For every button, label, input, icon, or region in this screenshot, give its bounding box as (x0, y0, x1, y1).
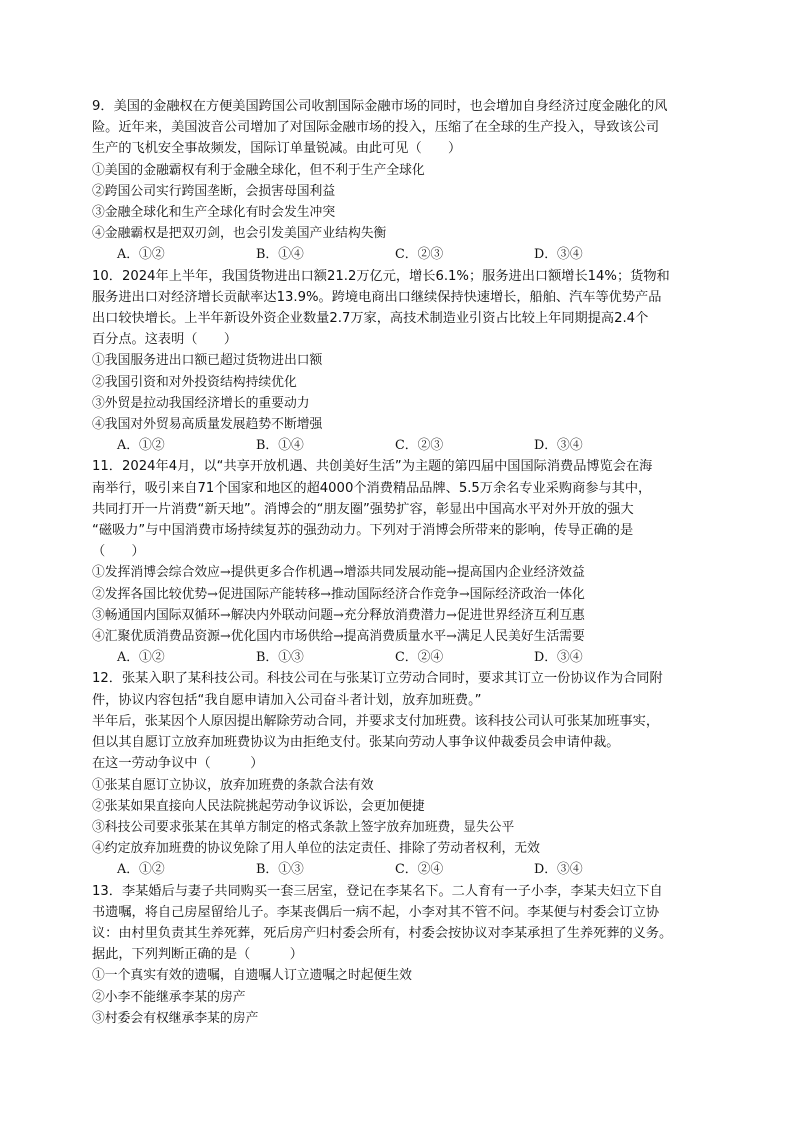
choice-d[interactable]: D．③④ (534, 438, 583, 454)
question-stem-line: “磁吸力”与中国消费市场持续复苏的强劲动力。下列对于消博会所带来的影响，传导正确的是 (92, 523, 634, 539)
question-stem-line: 据此，下列判断正确的是（ ） (92, 947, 303, 963)
choice-d[interactable]: D．③④ (534, 862, 583, 878)
question-stem-line: 书遗嘱，将自己房屋留给儿子。李某丧偶后一病不起，小李对其不管不问。李某便与村委会订立协 (92, 904, 660, 920)
statement-4: ④金融霸权是把双刃剑，也会引发美国产业结构失衡 (92, 226, 387, 242)
question-10 (92, 266, 712, 457)
question-stem-line: 12．张某入职了某科技公司。科技公司在与张某订立劳动合同时，要求其订立一份协议作为合同附 (92, 671, 663, 687)
statement-4: ④我国对外贸易高质量发展趋势不断增强 (92, 417, 323, 433)
statement-3: ③金融全球化和生产全球化有时会发生冲突 (92, 205, 336, 221)
statement-4: ④约定放弃加班费的协议免除了用人单位的法定责任、排除了劳动者权利，无效 (92, 841, 540, 857)
question-stem-line: 服务进出口对经济增长贡献率达13.9%。跨境电商出口继续保持快速增长，船舶、汽车等优势产品 (92, 289, 662, 305)
choice-d[interactable]: D．③④ (534, 650, 583, 666)
choice-c[interactable]: C．②④ (395, 862, 444, 878)
statement-2: ②小李不能继承李某的房产 (92, 989, 246, 1005)
question-stem-line: 百分点。这表明（ ） (92, 332, 238, 348)
question-stem-line: 11．2024年4月，以“共享开放机遇、共创美好生活”为主题的第四届中国国际消费品博览会在海 (92, 459, 653, 475)
question-stem-line: （ ） (92, 544, 145, 560)
choice-a[interactable]: A．①② (117, 438, 165, 454)
question-11 (92, 456, 712, 668)
statement-1: ①我国服务进出口额已超过货物进出口额 (92, 353, 323, 369)
question-stem-line: 件，协议内容包括“我自愿申请加入公司奋斗者计划，放弃加班费。” (92, 692, 482, 708)
question-13 (92, 881, 712, 1029)
question-stem-line: 议：由村里负责其生养死葬，死后房产归村委会所有，村委会按协议对李某承担了生养死葬的义务。 (92, 925, 673, 941)
choice-b[interactable]: B．①③ (256, 650, 304, 666)
choice-a[interactable]: A．①② (117, 247, 165, 263)
statement-3: ③畅通国内国际双循环→解决内外联动问题→充分释放消费潜力→促进世界经济互利互惠 (92, 607, 585, 623)
choice-c[interactable]: C．②④ (395, 650, 444, 666)
question-stem-line: 南举行，吸引来自71个国家和地区的超4000个消费精品品牌、5.5万余名专业采购商参与其中， (92, 480, 652, 496)
choice-d[interactable]: D．③④ (534, 247, 583, 263)
question-stem-line: 在这一劳动争议中（ ） (92, 756, 264, 772)
statement-2: ②跨国公司实行跨国垄断，会损害母国利益 (92, 183, 336, 199)
statement-2: ②发挥各国比较优势→促进国际产能转移→推动国际经济合作竞争→国际经济政治一体化 (92, 586, 585, 602)
question-9 (92, 96, 712, 266)
choice-b[interactable]: B．①④ (256, 438, 304, 454)
choice-b[interactable]: B．①③ (256, 862, 304, 878)
question-stem-line: 半年后，张某因个人原因提出解除劳动合同，并要求支付加班费。该科技公司认可张某加班事实， (92, 713, 660, 729)
question-stem-line: 险。近年来，美国波音公司增加了对国际金融市场的投入，压缩了在全球的生产投入，导致该公司 (92, 120, 660, 136)
question-stem-line: 生产的飞机安全事故频发，国际订单量锐减。由此可见（ ） (92, 141, 462, 157)
statement-1: ①一个真实有效的遗嘱，自遗嘱人订立遗嘱之时起便生效 (92, 968, 412, 984)
statement-3: ③外贸是拉动我国经济增长的重要动力 (92, 395, 310, 411)
statement-1: ①美国的金融霸权有利于金融全球化，但不利于生产全球化 (92, 162, 425, 178)
question-stem-line: 但以其自愿订立放弃加班费协议为由拒绝支付。张某向劳动人事争议仲裁委员会申请仲裁。 (92, 735, 620, 751)
statement-2: ②我国引资和对外投资结构持续优化 (92, 374, 297, 390)
question-stem-line: 出口较快增长。上半年新设外资企业数量2.7万家，高技术制造业引资占比较上年同期提高2.4个 (92, 311, 649, 327)
answer-choices (92, 244, 712, 265)
statement-3: ③村委会有权继承李某的房产 (92, 1010, 259, 1026)
choice-a[interactable]: A．①② (117, 862, 165, 878)
question-stem-line: 13．李某婚后与妻子共同购买一套三居室，登记在李某名下。二人育有一子小李，李某夫妇立下自 (92, 883, 663, 899)
choice-b[interactable]: B．①④ (256, 247, 304, 263)
question-stem-line: 共同打开一片消费“新天地”。消博会的“朋友圈”强势扩容，彰显出中国高水平对外开放的强大 (92, 501, 634, 517)
statement-1: ①发挥消博会综合效应→提供更多合作机遇→增添共同发展动能→提高国内企业经济效益 (92, 565, 585, 581)
question-12 (92, 668, 712, 880)
statement-3: ③科技公司要求张某在其单方制定的格式条款上签字放弃加班费，显失公平 (92, 819, 515, 835)
question-stem-line: 10．2024年上半年，我国货物进出口额21.2万亿元，增长6.1%；服务进出口额增长14%；货物和 (92, 268, 670, 284)
choice-c[interactable]: C．②③ (395, 438, 444, 454)
answer-choices (92, 647, 712, 668)
question-stem-line: 9．美国的金融权在方便美国跨国公司收割国际金融市场的同时，也会增加自身经济过度金融化的风 (92, 99, 668, 114)
exam-page (92, 96, 712, 1029)
answer-choices (92, 859, 712, 880)
statement-2: ②张某如果直接向人民法院挑起劳动争议诉讼，会更加便捷 (92, 798, 425, 814)
answer-choices (92, 435, 712, 456)
statement-4: ④汇聚优质消费品资源→优化国内市场供给→提高消费质量水平→满足人民美好生活需要 (92, 629, 585, 645)
choice-c[interactable]: C．②③ (395, 247, 444, 263)
statement-1: ①张某自愿订立协议，放弃加班费的条款合法有效 (92, 777, 374, 793)
choice-a[interactable]: A．①② (117, 650, 165, 666)
